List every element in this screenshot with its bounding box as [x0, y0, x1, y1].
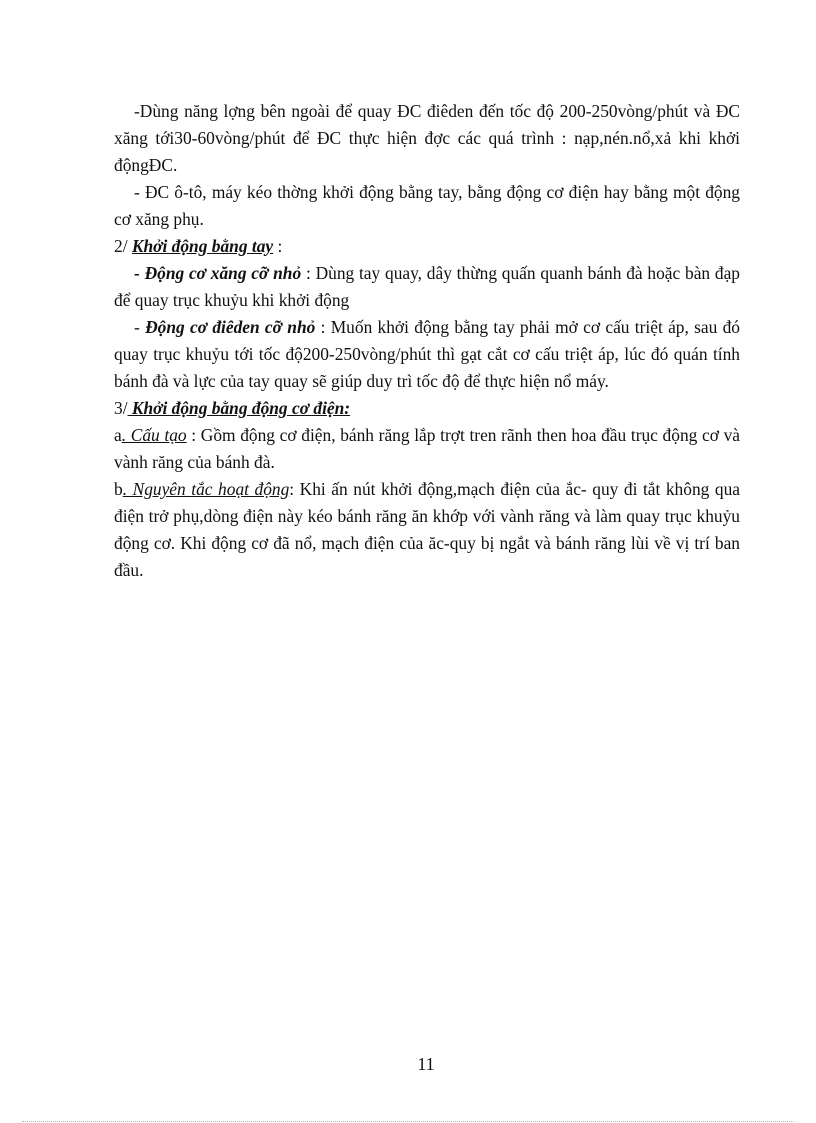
section-heading-electric-start [114, 395, 740, 422]
item-text: : Khi ấn nút khởi động,mạch điện của ắc- quy đi tắt không qua điện trở phụ,dòng điện này kéo bánh răng ăn khớp với vành răng và làm quay trục khuỷu động cơ. Khi động cơ đã nổ, mạch điện của ăc-quy bị ngắt và bánh răng lùi về vị trí ban đầu. [114, 479, 740, 580]
paragraph-operating-principle [114, 476, 740, 584]
term-text: : Dùng tay quay, dây thừng quấn quanh bánh đà hoặc bàn đạp để quay trục khuỷu khi khởi động [114, 263, 740, 310]
paragraph-small-diesel-engine [114, 314, 740, 395]
section-number: 3/ [114, 398, 128, 418]
page-bottom-border [22, 1121, 794, 1122]
term-label: Động cơ điêden cỡ nhỏ [145, 317, 316, 337]
paragraph-small-petrol-engine [114, 260, 740, 314]
page-number: 11 [417, 1054, 435, 1074]
term-prefix: - [134, 317, 146, 337]
paragraph-methods: - ĐC ô-tô, máy kéo thờng khởi động bằng tay, bằng động cơ điện hay bằng một động cơ xăng phụ. [114, 182, 740, 229]
item-label: . Cấu tạo [121, 425, 187, 445]
term-text: : Muốn khởi động bằng tay phải mở cơ cấu triệt áp, sau đó quay trục khuỷu tới tốc độ200-250vòng/phút thì gạt cắt cơ cấu triệt áp, lúc đó quán tính bánh đà và lực của tay quay sẽ giúp duy trì tốc độ để thực hiện nổ máy. [114, 317, 740, 391]
item-label: . Nguyên tắc hoạt động [122, 479, 290, 499]
item-letter: b [114, 479, 123, 499]
term-label: - Động cơ xăng cỡ nhỏ [134, 263, 302, 283]
section-heading-manual-start [114, 233, 740, 260]
item-letter: a [114, 425, 122, 445]
page-body [114, 98, 740, 584]
section-colon: : [273, 236, 283, 256]
paragraph-intro: -Dùng năng lợng bên ngoài để quay ĐC điêden đến tốc độ 200-250vòng/phút và ĐC xăng tới30-60vòng/phút để ĐC thực hiện đợc các quá trình : nạp,nén.nổ,xả khi khởi độngĐC. [114, 101, 740, 175]
paragraph-structure [114, 422, 740, 476]
section-title: Khởi động bằng động cơ điện: [127, 398, 351, 418]
item-text: : Gồm động cơ điện, bánh răng lắp trợt tren rãnh then hoa đầu trục động cơ và vành răng của bánh đà. [114, 425, 740, 472]
section-title: Khởi động bằng tay [131, 236, 274, 256]
section-number: 2/ [114, 236, 132, 256]
